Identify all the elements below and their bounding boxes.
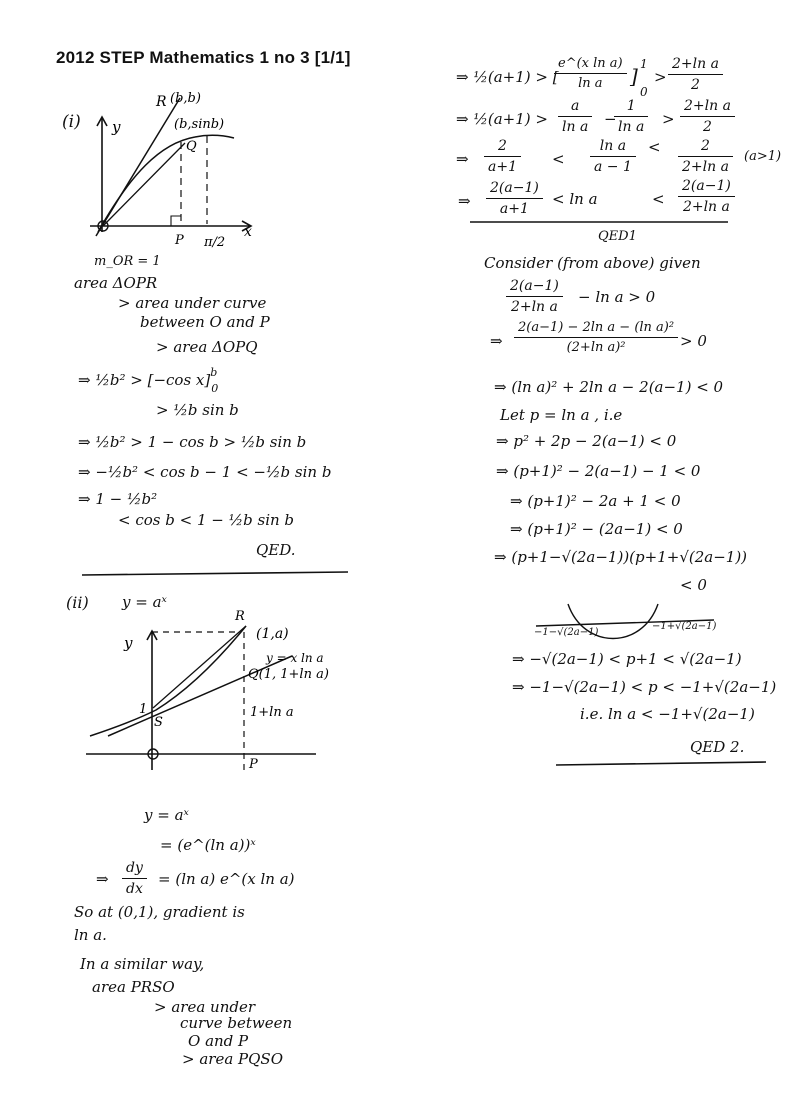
sine-curve — [98, 135, 234, 232]
part-i-line8: ⇒ −½b² < cos b − 1 < −½b sin b — [78, 463, 332, 481]
right-row1-upper: 1 — [640, 57, 648, 71]
right-row4-frac-c-num: 2(a−1) — [678, 178, 735, 197]
part-ii-line9: curve between — [180, 1014, 293, 1032]
label-one: 1 — [139, 702, 148, 717]
right-row1-gt: > — [654, 68, 667, 86]
label-tangent-eq: y = x ln a — [266, 651, 324, 665]
chord-oq — [103, 143, 185, 226]
c7: ⇒ (p+1)² − 2(a−1) − 1 < 0 — [496, 462, 701, 480]
separator-right — [556, 762, 766, 765]
part-i-line7: ⇒ ½b² > 1 − cos b > ½b sin b — [78, 433, 307, 451]
right-row2-frac-b-num: 1 — [614, 98, 648, 117]
right-row3-lt1: < — [552, 150, 565, 168]
consider-frac-num: 2(a−1) — [506, 278, 563, 297]
right-row1-bracket: ] — [630, 64, 638, 88]
right-row3-frac-c-num: 2 — [678, 138, 733, 157]
root-right: −1+√(2a−1) — [652, 621, 717, 632]
consider-frac-den: 2+ln a — [510, 299, 558, 315]
right-row1-frac — [554, 56, 627, 91]
right-row1-pre: ⇒ ½(a+1) > [ — [456, 68, 559, 86]
c12: ⇒ −√(2a−1) < p+1 < √(2a−1) — [512, 650, 742, 668]
right-row2-pre: ⇒ ½(a+1) > — [456, 110, 548, 128]
part-ii-line3-pre: ⇒ — [96, 870, 109, 888]
right-row1-rhs-num: 2+ln a — [668, 56, 723, 75]
c9: ⇒ (p+1)² − (2a−1) < 0 — [510, 520, 683, 538]
consider-post: − ln a > 0 — [578, 288, 656, 306]
right-row1-frac-den: ln a — [578, 76, 603, 91]
part-i-line6: > ½b sin b — [156, 401, 239, 419]
label-length: 1+ln a — [250, 705, 294, 720]
right-row2-frac-a — [558, 98, 592, 135]
right-row3-frac-b — [590, 138, 636, 175]
right-row1-frac-num: e^(x ln a) — [554, 56, 627, 74]
consider-line: Consider (from above) given — [484, 254, 701, 272]
qed2: QED 2. — [690, 738, 745, 756]
right-row3-condition: (a>1) — [744, 149, 782, 164]
c3-frac-num: 2(a−1) − 2ln a − (ln a)² — [514, 320, 678, 338]
root-left: −1−√(2a−1) — [534, 627, 599, 638]
label-s: S — [154, 715, 163, 730]
c3-post: > 0 — [680, 332, 707, 350]
part-i-line2: > area under curve — [118, 294, 267, 312]
separator-left — [82, 572, 348, 575]
label-q-pt-ii: Q(1, 1+ln a) — [248, 667, 329, 682]
right-row3-lt2: < — [648, 138, 661, 156]
label-q-pt: (b,sinb) — [174, 117, 225, 132]
right-row1-rhs-den: 2 — [691, 77, 700, 93]
right-row2-minus: − — [604, 110, 617, 128]
right-row2-frac-c-den: 2 — [703, 119, 712, 135]
c6: ⇒ p² + 2p − 2(a−1) < 0 — [496, 432, 677, 450]
right-row3-frac-a-num: 2 — [484, 138, 521, 157]
c8: ⇒ (p+1)² − 2a + 1 < 0 — [510, 492, 681, 510]
label-p-ii: P — [249, 757, 258, 772]
label-q-i: Q — [186, 139, 197, 154]
part-i-line5-main: ⇒ ½b² > [−cos x] — [78, 371, 211, 389]
label-pi2: π/2 — [204, 235, 226, 250]
c3-frac — [514, 320, 678, 355]
right-row3-pre: ⇒ — [456, 150, 469, 168]
c13: ⇒ −1−√(2a−1) < p < −1+√(2a−1) — [512, 678, 777, 696]
label-y-i: y — [112, 118, 121, 136]
part-ii-line3-post: = (ln a) e^(x ln a) — [158, 870, 295, 888]
c10: ⇒ (p+1−√(2a−1))(p+1+√(2a−1)) — [494, 548, 748, 566]
right-row4-lt1: < ln a — [552, 190, 598, 208]
right-row4-lt2: < — [652, 190, 665, 208]
part-ii-label: (ii) — [66, 593, 89, 612]
right-row3-frac-c — [678, 138, 733, 175]
label-y-ii: y — [124, 634, 133, 652]
label-r-pt: (b,b) — [170, 91, 201, 106]
derivative-fraction — [122, 860, 147, 897]
part-ii-line2: = (e^(ln a))ˣ — [160, 836, 256, 854]
c4: ⇒ (ln a)² + 2ln a − 2(a−1) < 0 — [494, 378, 724, 396]
part-ii-line11: > area PQSO — [182, 1050, 284, 1068]
right-row4-frac-c — [678, 178, 735, 215]
right-row3-frac-a-den: a+1 — [488, 159, 517, 175]
derivative-num: dy — [122, 860, 147, 879]
right-row2-gt: > — [662, 110, 675, 128]
c11: < 0 — [680, 576, 707, 594]
label-x-i: x — [244, 224, 252, 240]
label-r-i: R — [156, 94, 167, 110]
part-ii-line8: > area under — [154, 998, 256, 1016]
right-row4-frac-a-den: a+1 — [499, 201, 529, 217]
part-i-line4: > area ΔOPQ — [156, 338, 258, 356]
right-row4-frac-a — [486, 180, 543, 217]
part-i-line1: area ΔOPR — [74, 274, 158, 292]
part-ii-line1: y = aˣ — [144, 806, 189, 824]
part-ii-line6: In a similar way, — [80, 955, 205, 973]
right-row4-frac-c-den: 2+ln a — [682, 199, 730, 215]
label-p-i: P — [175, 233, 184, 248]
consider-frac — [506, 278, 563, 315]
right-row2-frac-b — [614, 98, 648, 135]
c14: i.e. ln a < −1+√(2a−1) — [580, 705, 755, 723]
page-title: 2012 STEP Mathematics 1 no 3 [1/1] — [56, 48, 351, 67]
part-ii-line5: ln a. — [74, 926, 107, 944]
right-row1-lower: 0 — [640, 85, 648, 99]
part-i-label: (i) — [62, 112, 81, 132]
derivative-den: dx — [126, 881, 143, 897]
label-r-ii: R — [235, 609, 245, 624]
m-or-text: m_OR = 1 — [94, 254, 161, 269]
exp-curve — [90, 626, 246, 736]
right-row3-frac-a — [484, 138, 521, 175]
right-row2-frac-a-den: ln a — [562, 119, 589, 135]
c5: Let p = ln a , i.e — [500, 406, 623, 424]
right-row3-frac-c-den: 2+ln a — [682, 159, 729, 175]
part-i-line9: ⇒ 1 − ½b² — [78, 490, 158, 508]
part-ii-line10: O and P — [188, 1032, 249, 1050]
right-row1-rhs — [668, 56, 723, 93]
label-r-pt-ii: (1,a) — [256, 626, 289, 642]
part-ii-line4: So at (0,1), gradient is — [74, 903, 245, 921]
right-row3-frac-b-den: a − 1 — [594, 159, 632, 175]
right-row2-frac-c-num: 2+ln a — [680, 98, 735, 117]
right-angle-mark — [171, 216, 181, 226]
part-i-limit-lower: 0 — [211, 382, 219, 395]
right-row4-pre: ⇒ — [458, 192, 471, 210]
right-row2-frac-b-den: ln a — [618, 119, 645, 135]
part-i-line5 — [78, 366, 224, 395]
part-i-limit-upper: b — [210, 366, 218, 379]
part-i-line3: between O and P — [140, 313, 270, 331]
right-row2-frac-c — [680, 98, 735, 135]
right-row4-frac-a-num: 2(a−1) — [486, 180, 543, 199]
qed-part-i: QED. — [256, 541, 296, 559]
part-ii-equation: y = aˣ — [122, 593, 167, 611]
c3-pre: ⇒ — [490, 332, 503, 350]
part-ii-line7: area PRSO — [92, 978, 175, 996]
qed1: QED1 — [598, 229, 637, 244]
right-row2-frac-a-num: a — [558, 98, 592, 117]
part-i-line10: < cos b < 1 − ½b sin b — [118, 511, 295, 529]
c3-frac-den: (2+ln a)² — [566, 340, 626, 355]
right-row3-frac-b-num: ln a — [590, 138, 636, 157]
